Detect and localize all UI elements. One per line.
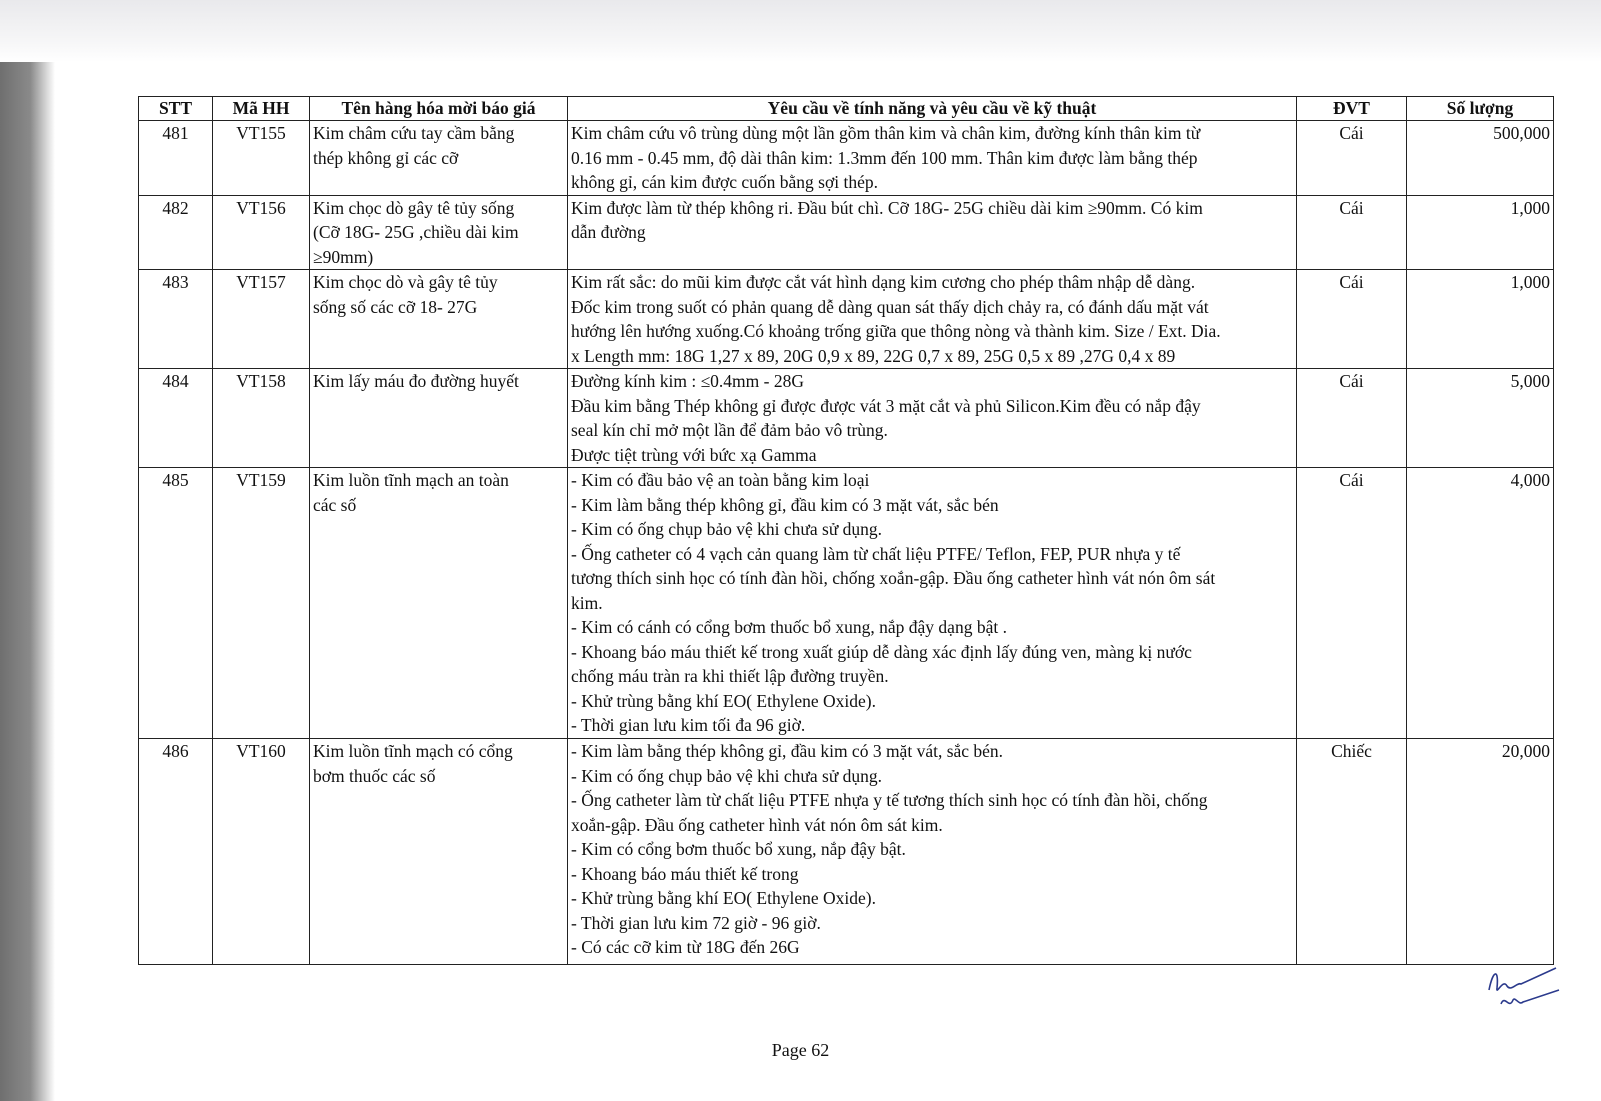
spec-line: Kim châm cứu vô trùng dùng một lần gồm thân kim và chân kim, đường kính thân kim từ	[571, 123, 1201, 143]
spec-line: Được tiệt trùng với bức xạ Gamma	[571, 444, 817, 465]
spec-line: - Kim làm bằng thép không gỉ, đầu kim có 3 mặt vát, sắc bén.	[571, 741, 1004, 761]
row-name	[310, 369, 568, 468]
row-name	[310, 739, 568, 965]
row-name	[310, 195, 568, 270]
table-row	[139, 369, 1554, 468]
spec-line: - Thời gian lưu kim 72 giờ - 96 giờ.	[571, 912, 821, 933]
header-qty: Số lượng	[1407, 97, 1554, 121]
row-code: VT155	[213, 121, 310, 196]
name-line: Kim luồn tĩnh mạch an toàn	[313, 470, 509, 490]
spec-line: - Kim có đầu bảo vệ an toàn bằng kim loại	[571, 470, 870, 490]
spec-line: Đầu kim bằng Thép không gỉ được được vát 3 mặt cắt và phủ Silicon.Kim đều có nắp đậy	[571, 395, 1201, 416]
table-row	[139, 195, 1554, 270]
row-name	[310, 121, 568, 196]
header-unit: ĐVT	[1297, 97, 1407, 121]
spec-line: Đốc kim trong suốt có phản quang dễ dàng quan sát thấy dịch chảy ra, có đánh dấu mặt vát	[571, 296, 1209, 317]
spec-line: x Length mm: 18G 1,27 x 89, 20G 0,9 x 89, 22G 0,7 x 89, 25G 0,5 x 89 ,27G 0,4 x 89	[571, 345, 1176, 366]
spec-line: - Khoang báo máu thiết kế trong	[571, 863, 799, 884]
row-unit: Cái	[1297, 369, 1407, 468]
row-qty: 1,000	[1407, 270, 1554, 369]
name-line: (Cỡ 18G- 25G ,chiều dài kim	[313, 222, 519, 242]
row-qty: 1,000	[1407, 195, 1554, 270]
row-code: VT157	[213, 270, 310, 369]
row-stt: 483	[139, 270, 213, 369]
table-row	[139, 121, 1554, 196]
row-unit: Chiếc	[1297, 739, 1407, 965]
spec-line: Kim được làm từ thép không ri. Đầu bút chì. Cỡ 18G- 25G chiều dài kim ≥90mm. Có kim	[571, 197, 1203, 218]
row-qty: 20,000	[1407, 739, 1554, 965]
row-name	[310, 270, 568, 369]
row-qty: 5,000	[1407, 369, 1554, 468]
spec-line: - Khoang báo máu thiết kế trong xuất giúp dễ dàng xác định lấy đúng ven, màng kị nước	[571, 641, 1192, 662]
spec-line: - Kim có ống chụp bảo vệ khi chưa sử dụng.	[571, 519, 883, 539]
row-spec	[568, 270, 1297, 369]
row-spec	[568, 369, 1297, 468]
spec-line: seal kín chỉ mở một lần để đảm bảo vô trùng.	[571, 420, 888, 440]
header-stt: STT	[139, 97, 213, 121]
table-header-row	[139, 97, 1554, 121]
spec-line: Đường kính kim : ≤0.4mm - 28G	[571, 371, 804, 391]
spec-line: không gỉ, cán kim được cuốn bằng sợi thép.	[571, 172, 878, 192]
scan-top-band	[0, 0, 1601, 62]
spec-line: - Kim có ống chụp bảo vệ khi chưa sử dụng.	[571, 765, 883, 786]
row-qty: 500,000	[1407, 121, 1554, 196]
row-stt: 482	[139, 195, 213, 270]
spec-line: - Có các cỡ kim từ 18G đến 26G	[571, 937, 800, 957]
name-line: Kim chọc dò và gây tê tủy	[313, 272, 498, 292]
row-stt: 481	[139, 121, 213, 196]
name-line: Kim châm cứu tay cầm bằng	[313, 123, 515, 143]
name-line: Kim chọc dò gây tê tủy sống	[313, 197, 515, 218]
header-name: Tên hàng hóa mời báo giá	[310, 97, 568, 121]
spec-line: kim.	[571, 592, 603, 613]
header-code: Mã HH	[213, 97, 310, 121]
spec-line: - Thời gian lưu kim tối đa 96 giờ.	[571, 715, 806, 735]
name-line: thép không gỉ các cỡ	[313, 147, 459, 168]
row-code: VT156	[213, 195, 310, 270]
spec-line: - Kim làm bằng thép không gỉ, đầu kim có 3 mặt vát, sắc bén	[571, 494, 999, 515]
row-code: VT160	[213, 739, 310, 965]
row-unit: Cái	[1297, 195, 1407, 270]
name-line: các số	[313, 494, 357, 515]
quotation-table	[138, 96, 1554, 965]
row-stt: 485	[139, 468, 213, 739]
page-number: Page 62	[771, 1040, 830, 1060]
row-qty: 4,000	[1407, 468, 1554, 739]
row-spec	[568, 195, 1297, 270]
table-row	[139, 468, 1554, 739]
spec-line: 0.16 mm - 0.45 mm, độ dài thân kim: 1.3mm đến 100 mm. Thân kim được làm bằng thép	[571, 147, 1198, 168]
spec-line: xoắn-gập. Đầu ống catheter hình vát nón ôm sát kim.	[571, 814, 943, 835]
row-unit: Cái	[1297, 270, 1407, 369]
row-stt: 486	[139, 739, 213, 965]
spec-line: - Khử trùng bằng khí EO( Ethylene Oxide).	[571, 690, 876, 711]
spec-line: - Kim có cổng bơm thuốc bổ xung, nắp đậy bật.	[571, 839, 906, 859]
name-line: Kim lấy máu đo đường huyết	[313, 371, 519, 391]
scan-left-shadow	[0, 0, 55, 1101]
spec-line: - Khử trùng bằng khí EO( Ethylene Oxide).	[571, 888, 876, 908]
row-unit: Cái	[1297, 121, 1407, 196]
name-line: bơm thuốc các số	[313, 765, 436, 786]
spec-line: - Ống catheter có 4 vạch cản quang làm từ chất liệu PTFE/ Teflon, FEP, PUR nhựa y tế	[571, 543, 1181, 564]
row-spec	[568, 739, 1297, 965]
spec-line: - Kim có cánh có cổng bơm thuốc bổ xung, nắp đậy dạng bật .	[571, 617, 1007, 637]
table-row	[139, 739, 1554, 965]
table-row	[139, 270, 1554, 369]
handwritten-signature	[1481, 960, 1561, 1020]
row-spec	[568, 121, 1297, 196]
spec-line: - Ống catheter làm từ chất liệu PTFE nhựa y tế tương thích sinh học có tính đàn hồi, chống	[571, 790, 1208, 810]
row-unit: Cái	[1297, 468, 1407, 739]
row-code: VT158	[213, 369, 310, 468]
name-line: sống số các cỡ 18- 27G	[313, 296, 478, 317]
spec-line: dẫn đường	[571, 222, 646, 242]
row-spec	[568, 468, 1297, 739]
row-name	[310, 468, 568, 739]
name-line: Kim luồn tĩnh mạch có cổng	[313, 741, 513, 761]
row-stt: 484	[139, 369, 213, 468]
spec-line: hướng lên hướng xuống.Có khoảng trống giữa que thông nòng và thành kim. Size / Ext. Dia.	[571, 321, 1221, 341]
spec-line: chống máu tràn ra khi thiết lập đường truyền.	[571, 666, 889, 686]
spec-line: Kim rất sắc: do mũi kim được cắt vát hình dạng kim cương cho phép thâm nhập dễ dàng.	[571, 272, 1196, 292]
name-line: ≥90mm)	[313, 246, 374, 267]
header-spec: Yêu cầu về tính năng và yêu cầu về kỹ thuật	[568, 97, 1297, 121]
row-code: VT159	[213, 468, 310, 739]
spec-line: tương thích sinh học có tính đàn hồi, chống xoắn-gập. Đầu ống catheter hình vát nón ôm sát	[571, 568, 1216, 588]
